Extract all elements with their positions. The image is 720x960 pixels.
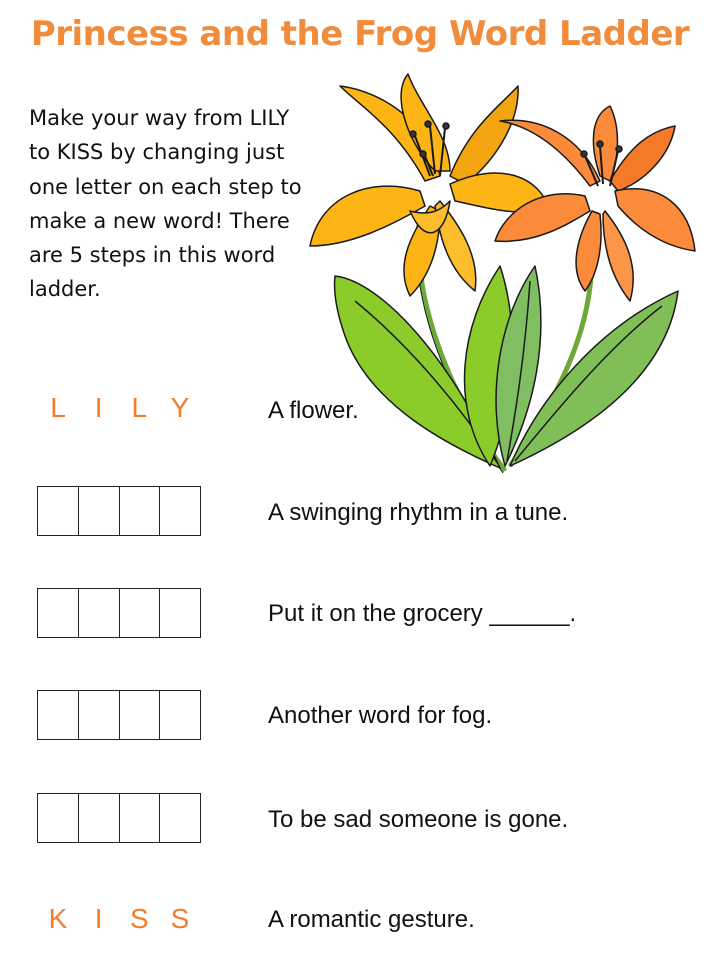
letter-box[interactable] xyxy=(79,589,120,637)
start-word xyxy=(38,392,200,424)
letter-box[interactable] xyxy=(38,794,79,842)
end-letter: S xyxy=(129,903,149,934)
letter-box[interactable] xyxy=(79,487,120,535)
start-letter: Y xyxy=(170,392,190,423)
letter-box[interactable] xyxy=(160,487,200,535)
answer-boxes-step-1[interactable] xyxy=(37,486,201,536)
page-title: Princess and the Frog Word Ladder xyxy=(30,14,690,54)
step-2-clue: Put it on the grocery ______. xyxy=(268,600,577,627)
end-letter: I xyxy=(94,903,103,934)
end-letter: K xyxy=(48,903,68,934)
end-letter: S xyxy=(170,903,190,934)
letter-box[interactable] xyxy=(160,691,200,739)
lily-flower-illustration xyxy=(300,66,700,476)
letter-box[interactable] xyxy=(38,589,79,637)
letter-box[interactable] xyxy=(160,794,200,842)
start-word-clue: A flower. xyxy=(268,397,359,424)
letter-box[interactable] xyxy=(79,794,120,842)
step-3-clue: Another word for fog. xyxy=(268,702,493,729)
start-letter: I xyxy=(94,392,103,423)
answer-boxes-step-3[interactable] xyxy=(37,690,201,740)
answer-boxes-step-4[interactable] xyxy=(37,793,201,843)
letter-box[interactable] xyxy=(79,691,120,739)
letter-box[interactable] xyxy=(120,691,161,739)
letter-box[interactable] xyxy=(160,589,200,637)
step-4-clue: To be sad someone is gone. xyxy=(268,806,569,833)
letter-box[interactable] xyxy=(38,691,79,739)
yellow-lily xyxy=(310,74,550,296)
letter-box[interactable] xyxy=(120,794,161,842)
letter-box[interactable] xyxy=(38,487,79,535)
instructions-text: Make your way from LILY to KISS by changing just one letter on each step to make a new word! There are 5 steps in this word ladder. xyxy=(29,106,302,302)
start-letter: L xyxy=(131,392,148,423)
step-1-clue: A swinging rhythm in a tune. xyxy=(268,499,569,526)
start-letter: L xyxy=(50,392,66,423)
letter-box[interactable] xyxy=(120,589,161,637)
answer-boxes-step-2[interactable] xyxy=(37,588,201,638)
letter-box[interactable] xyxy=(120,487,161,535)
end-word-clue: A romantic gesture. xyxy=(268,906,475,933)
end-word xyxy=(38,903,200,935)
